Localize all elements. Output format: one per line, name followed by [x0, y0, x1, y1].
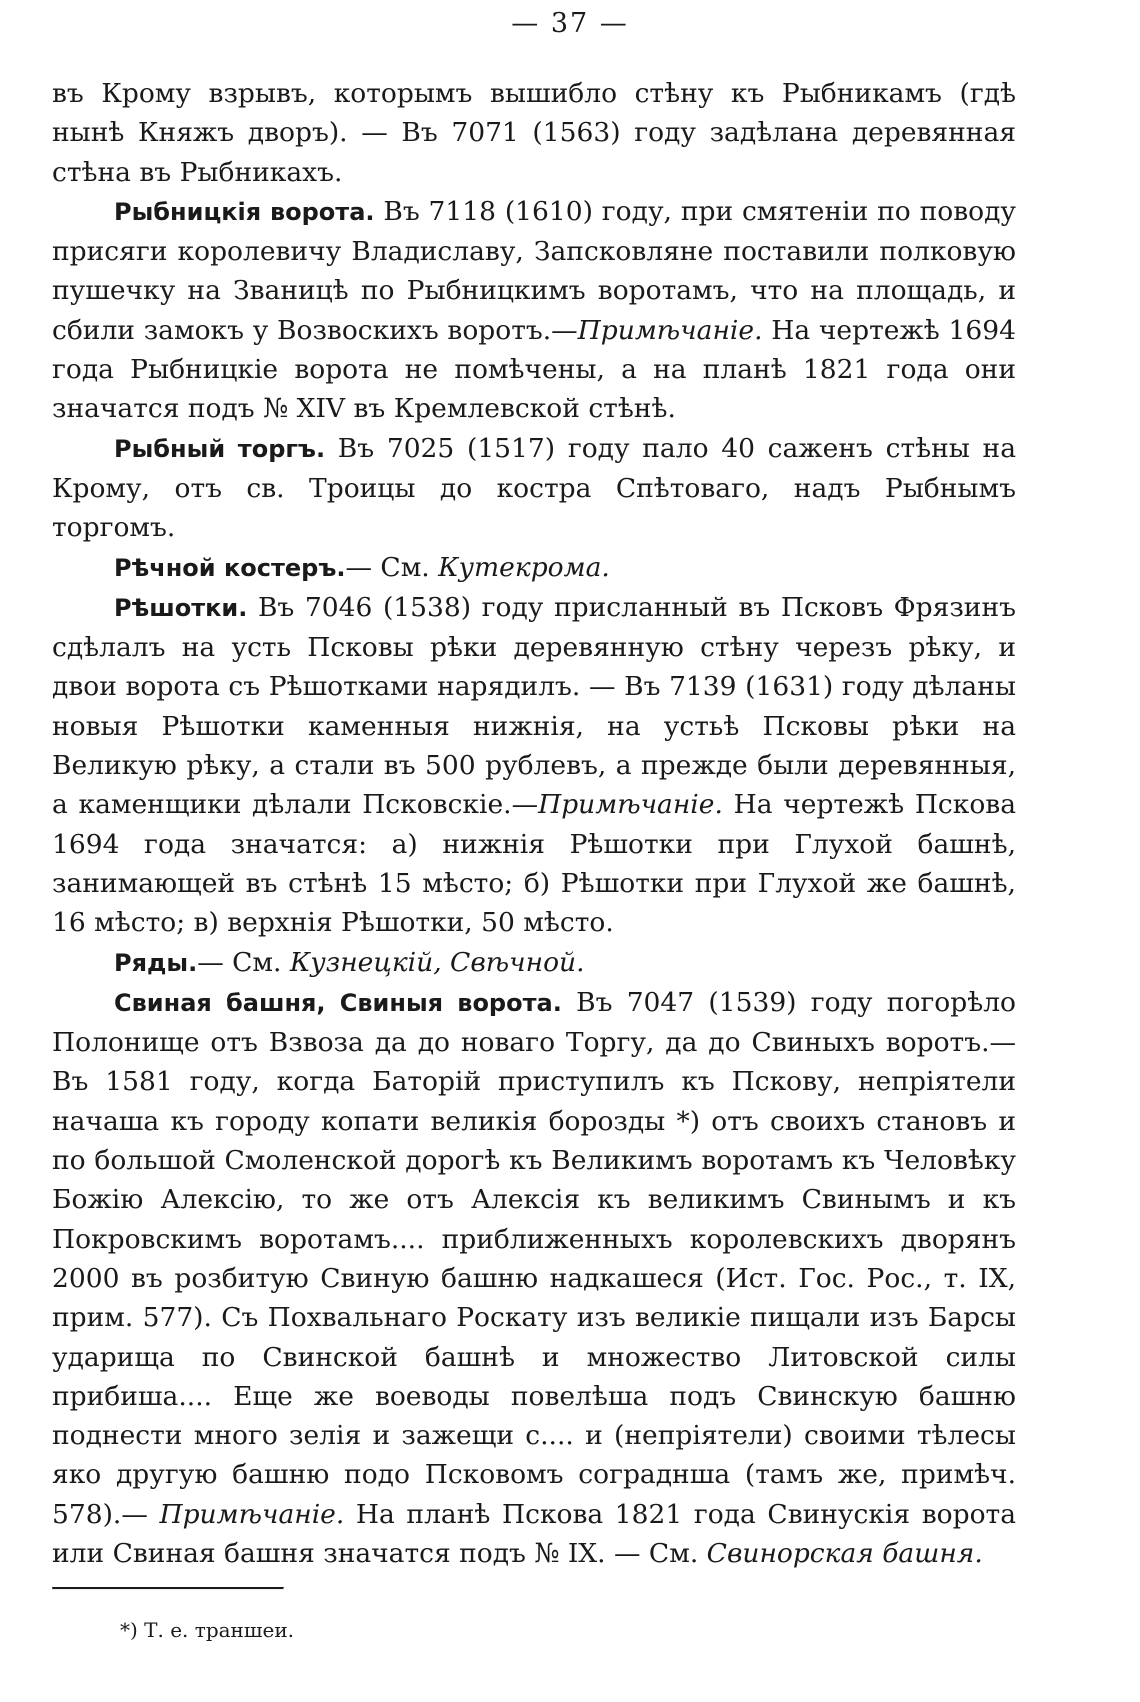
- entry-heading: Ряды.: [114, 948, 198, 977]
- entry-text: На чертежѣ 1694 года Рыбницкіе ворота не помѣчены, а на планѣ 1821 года они значатся подъ № XIV въ Кремлевской стѣнѣ.: [52, 314, 1016, 425]
- entry-heading: Рѣшотки.: [114, 593, 248, 622]
- entry-heading: Рыбный торгъ.: [114, 434, 326, 463]
- entry-reshotki: [52, 588, 1016, 943]
- cross-reference: Свинорская башня.: [706, 1537, 983, 1569]
- entry-text: На планѣ Пскова 1821 года Свинускія ворота или Свиная башня значатся подъ № IX. — См.: [52, 1498, 1016, 1569]
- entry-text: Въ 7118 (1610) году, при смятеніи по поводу присяги королевичу Владиславу, Запсковляне поставили полковую пушечку на Званицѣ по Рыбницкимъ воротамъ, что на площадь, и сбили замокъ у Возвоскихъ воротъ.—: [52, 195, 1016, 346]
- entry-text: — См.: [197, 946, 290, 978]
- note-label: Примѣчаніе.: [577, 314, 763, 346]
- note-label: Примѣчаніе.: [159, 1498, 345, 1530]
- entry-text: На чертежѣ Пскова 1694 года значатся: а) нижнія Рѣшотки при Глухой башнѣ, занимающей въ стѣнѣ 15 мѣсто; б) Рѣшотки при Глухой же башнѣ, 16 мѣсто; в) верхнія Рѣшотки, 50 мѣсто.: [52, 789, 1016, 939]
- entry-rybny-torg: [52, 429, 1016, 548]
- footnote-divider: [52, 1587, 284, 1590]
- footnote: *) Т. е. траншеи.: [120, 1618, 295, 1642]
- entry-svinaya-bashnya: [52, 983, 1016, 1573]
- cross-reference: Кутекрома.: [438, 551, 610, 583]
- entry-heading: Свиная башня, Свиныя ворота.: [114, 988, 562, 1017]
- entry-text: — См.: [345, 551, 439, 583]
- paragraph-text: въ Крому взрывъ, которымъ вышибло стѣну къ Рыбникамъ (гдѣ нынѣ Княжъ дворъ). — Въ 7071 (1563) году задѣлана деревянная стѣна въ Рыбникахъ.: [52, 78, 1016, 188]
- text-body: [52, 74, 1016, 1573]
- cross-reference: Кузнецкій, Свѣчной.: [289, 946, 585, 978]
- entry-text: Въ 7047 (1539) году погорѣло Полонище отъ Взвоза да до новаго Торгу, да до Свиныхъ воротъ.—Въ 1581 году, когда Баторій приступилъ къ Пскову, непріятели начаша къ городу копати великія борозды *) отъ своихъ становъ и по большой Смоленской дорогѣ къ Великимъ воротамъ къ Человѣку Божію Алексію, то же отъ Алексія къ великимъ Свинымъ и къ Покровскимъ воротамъ.... приближенныхъ королевскихъ дворянъ 2000 въ розбитую Свиную башню надкашеся (Ист. Гос. Рос., т. IX, прим. 577). Съ Похвальнаго Роскату изъ великіе пищали изъ Барсы ударища по Свинской башнѣ и множество Литовской силы прибиша.... Еще же воеводы повелѣша подъ Свинскую башню поднести много зелія и зажещи с.... и (непріятели) своими тѣлесы яко другую башню подо Псковомъ сограднша (тамъ же, примѣч. 578).—: [52, 986, 1016, 1530]
- paragraph-continuation: [52, 74, 1016, 192]
- entry-rechnoy-koster: [52, 548, 1016, 588]
- entry-heading: Рѣчной костеръ.: [114, 553, 346, 582]
- entry-heading: Рыбницкія ворота.: [114, 197, 375, 226]
- entry-rybnitskiya-vorota: [52, 192, 1016, 429]
- page-number: — 37 —: [511, 8, 629, 39]
- note-label: Примѣчаніе.: [538, 789, 723, 821]
- entry-ryady: [52, 943, 1016, 983]
- entry-text: Въ 7025 (1517) году пало 40 саженъ стѣны на Крому, отъ св. Троицы до костра Спѣтоваго, надъ Рыбнымъ торгомъ.: [52, 432, 1017, 544]
- entry-text: Въ 7046 (1538) году присланный въ Псковъ Фрязинъ сдѣлалъ на усть Псковы рѣки деревянную стѣну черезъ рѣку, и двои ворота съ Рѣшотками нарядилъ. — Въ 7139 (1631) году дѣланы новыя Рѣшотки каменныя нижнія, на устьѣ Псковы рѣки на Великую рѣку, а стали въ 500 рублевъ, а прежде были деревянныя, а каменщики дѣлали Псковскіе.—: [52, 591, 1016, 821]
